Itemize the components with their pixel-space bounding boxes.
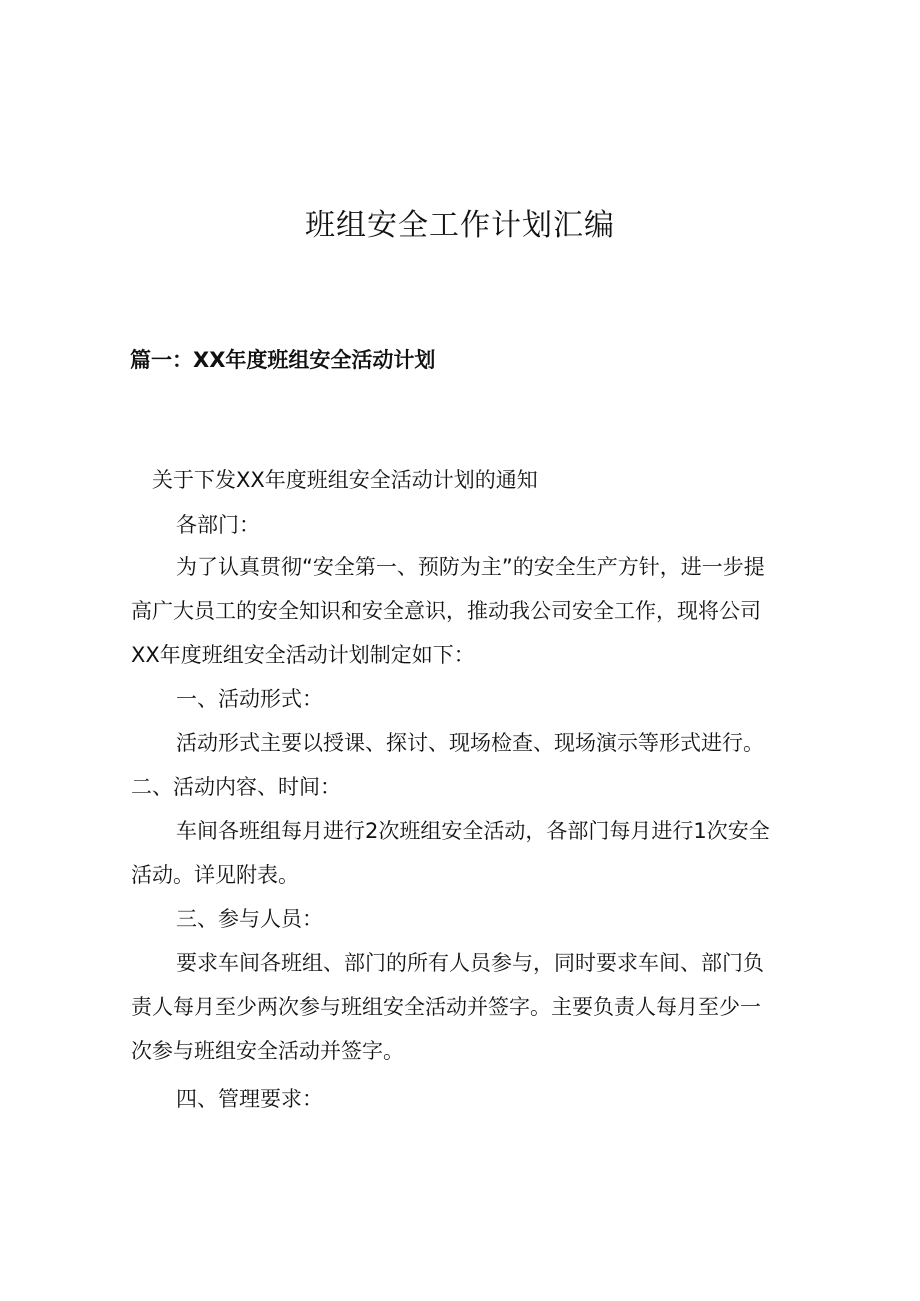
chapter-title: 篇一：XX年度班组安全活动计划 <box>130 348 436 372</box>
salutation: 各部门： <box>176 513 260 537</box>
notice-title: 关于下发XX年度班组安全活动计划的通知 <box>152 468 538 492</box>
section-1-heading: 一、活动形式： <box>176 687 323 711</box>
intro-line-3: XX年度班组安全活动计划制定如下： <box>131 643 475 667</box>
section-3-body-line-2: 责人每月至少两次参与班组安全活动并签字。主要负责人每月至少一 <box>131 995 761 1019</box>
section-4-heading: 四、管理要求： <box>176 1087 323 1111</box>
section-2-body-line-2: 活动。详见附表。 <box>131 863 299 887</box>
section-3-body-line-1: 要求车间各班组、部门的所有人员参与，同时要求车间、部门负 <box>176 951 764 975</box>
section-2-body-line-1: 车间各班组每月进行2次班组安全活动，各部门每月进行1次安全 <box>176 819 770 843</box>
section-3-body-line-3: 次参与班组安全活动并签字。 <box>131 1039 404 1063</box>
section-3-heading: 三、参与人员： <box>176 907 323 931</box>
intro-line-1: 为了认真贯彻“安全第一、预防为主”的安全生产方针，进一步提 <box>176 555 765 579</box>
document-title: 班组安全工作计划汇编 <box>305 208 615 243</box>
section-2-heading: 二、活动内容、时间： <box>131 775 341 799</box>
section-1-body: 活动形式主要以授课、探讨、现场检查、现场演示等形式进行。 <box>176 731 764 755</box>
intro-line-2: 高广大员工的安全知识和安全意识，推动我公司安全工作，现将公司 <box>131 599 761 623</box>
